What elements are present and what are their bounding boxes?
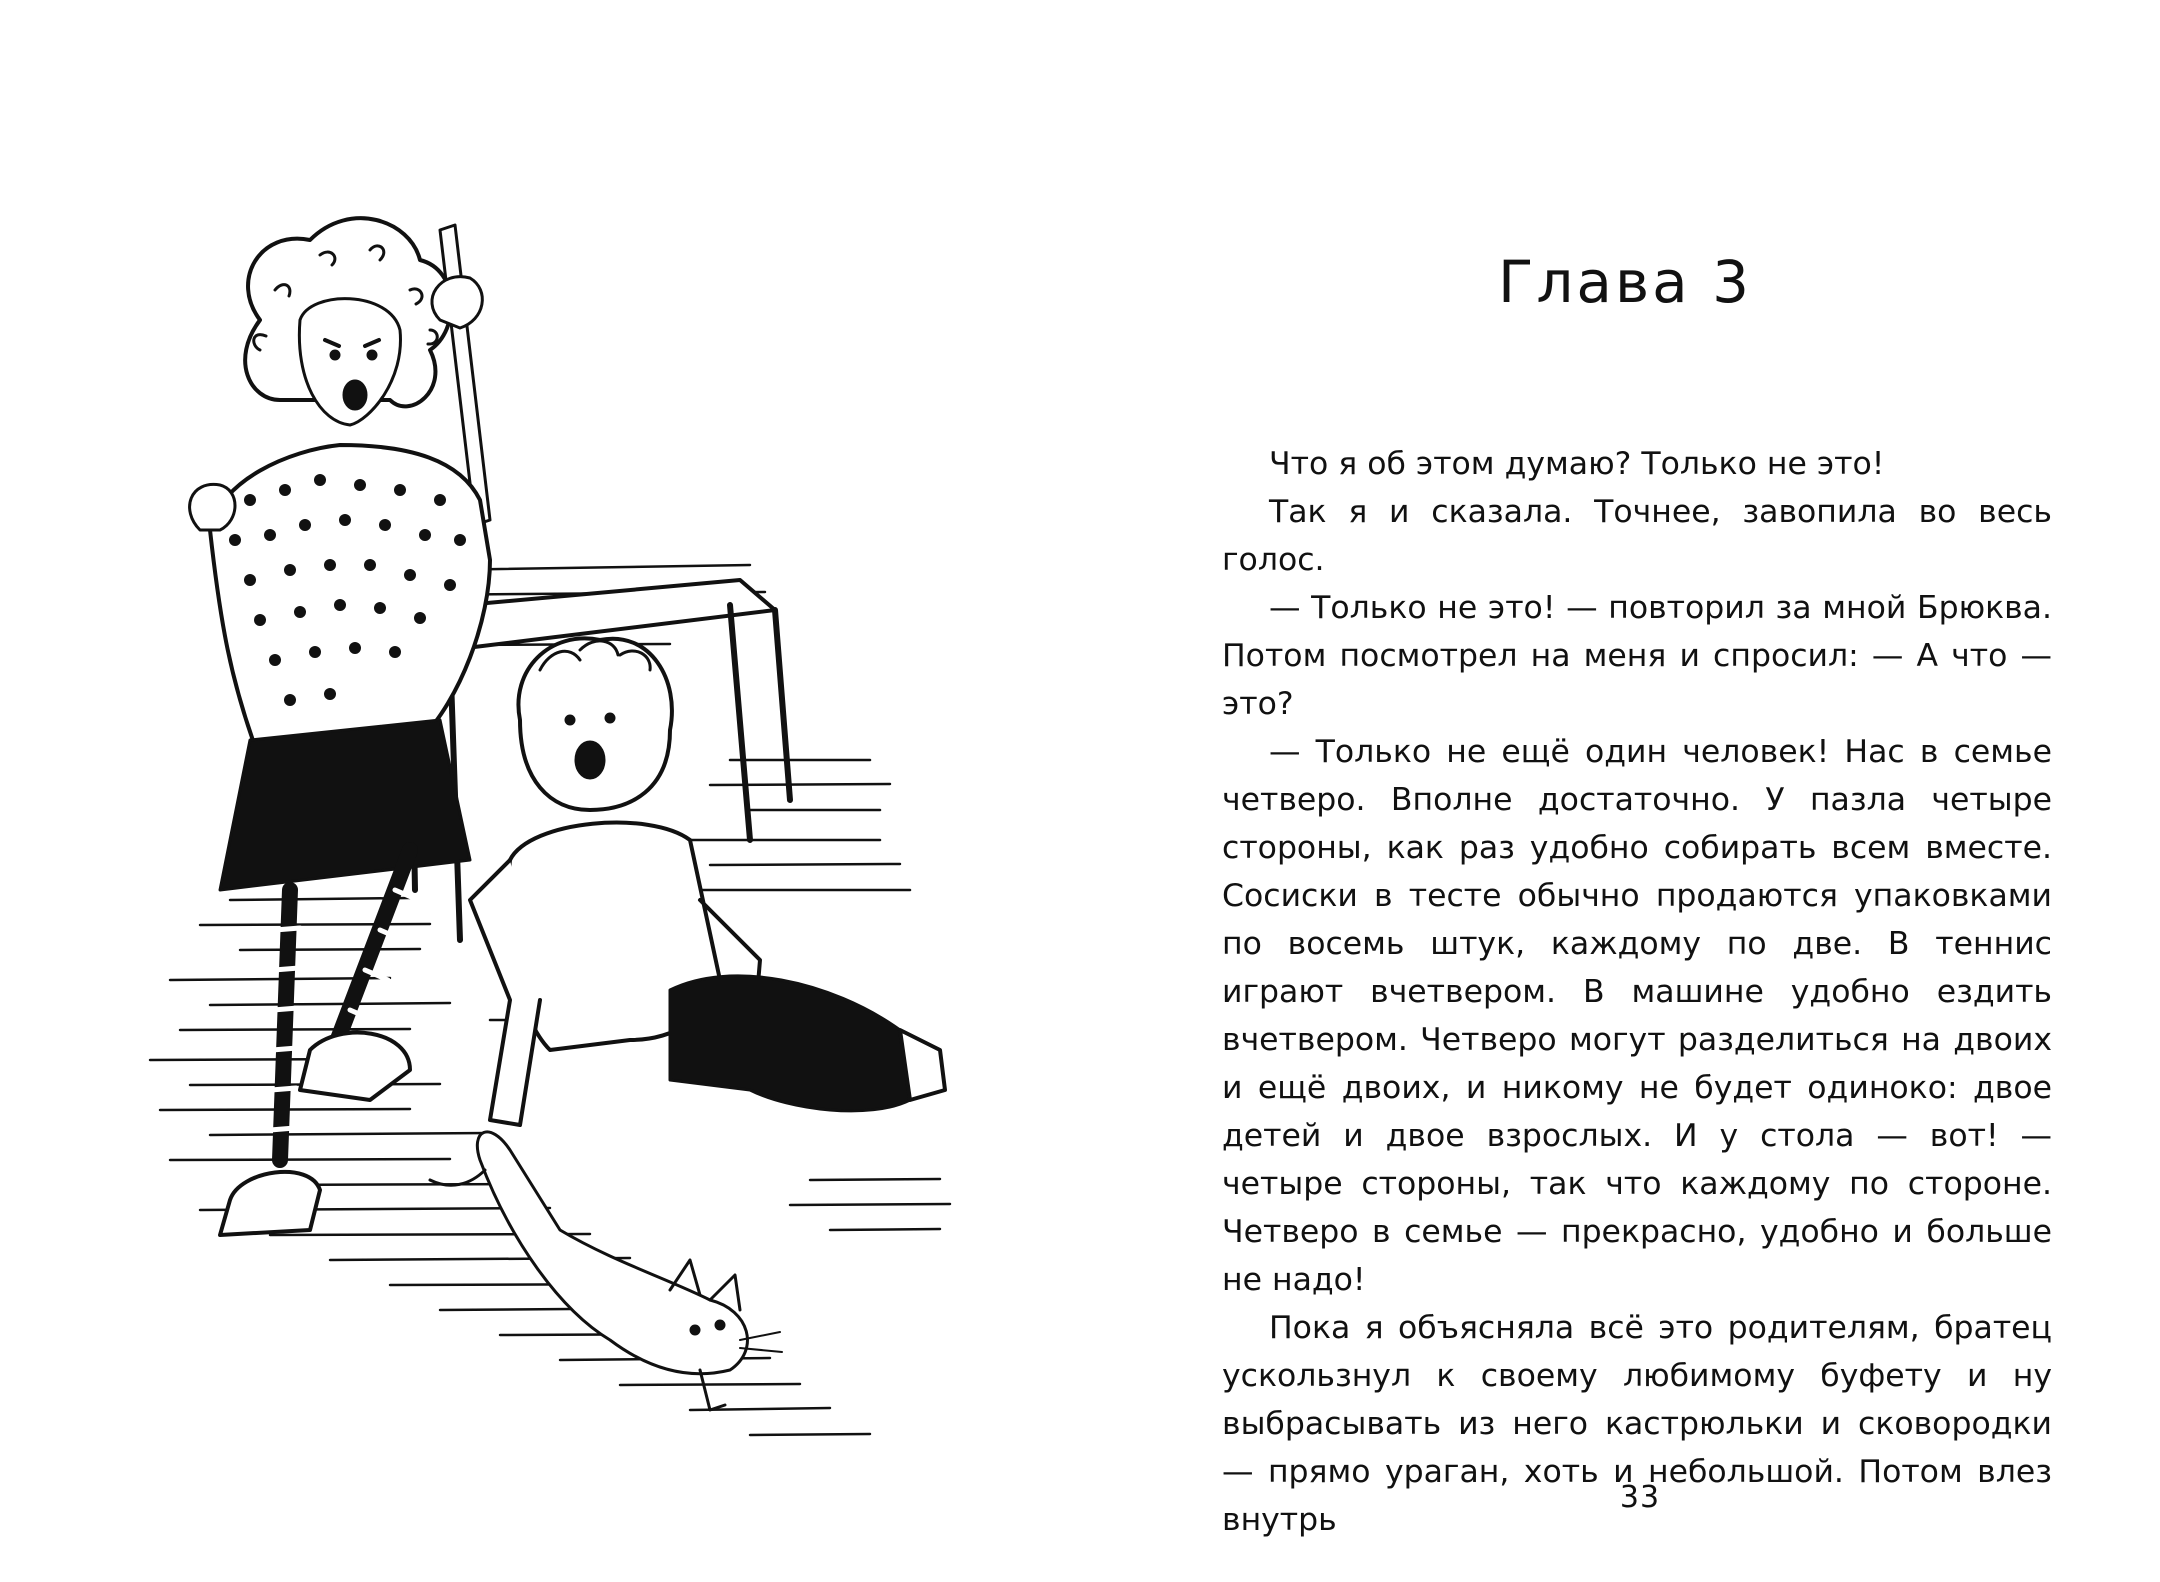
paragraph: Что я об этом думаю? Только не это!	[1269, 446, 1885, 482]
paragraph: — Только не это! — повторил за мной Брюква. Потом посмотрел на меня и спросил: — А что — это?	[1222, 590, 2052, 722]
illustration-image	[110, 200, 970, 1460]
chapter-title: Глава 3	[1497, 248, 1753, 316]
body-text	[1222, 440, 2052, 1544]
paragraph: — Только не ещё один человек! Нас в семье четверо. Вполне достаточно. У пазла четыре стороны, как раз удобно собирать всем вместе. Сосиски в тесте обычно продаются упаковками по восемь штук, каждому по две. В теннис играют вчетвером. В машине удобно ездить вчетвером. Четверо могут разделиться на двоих и ещё двоих, и никому не будет одиноко: двое детей и двое взрослых. И у стола — вот! — четыре стороны, так что каждому по стороне. Четверо в семье — прекрасно, удобно и больше не надо!	[1222, 734, 2052, 1298]
page-number: 33	[1619, 1480, 1661, 1515]
ink-drawing-icon	[110, 200, 970, 1460]
paragraph: Пока я объясняла всё это родителям, братец ускользнул к своему любимому буфету и ну выбрасывать из него кастрюльки и сковородки — прямо ураган, хоть и небольшой. Потом влез внутрь	[1222, 1310, 2052, 1538]
paragraph: Так я и сказала. Точнее, завопила во весь голос.	[1222, 494, 2052, 578]
